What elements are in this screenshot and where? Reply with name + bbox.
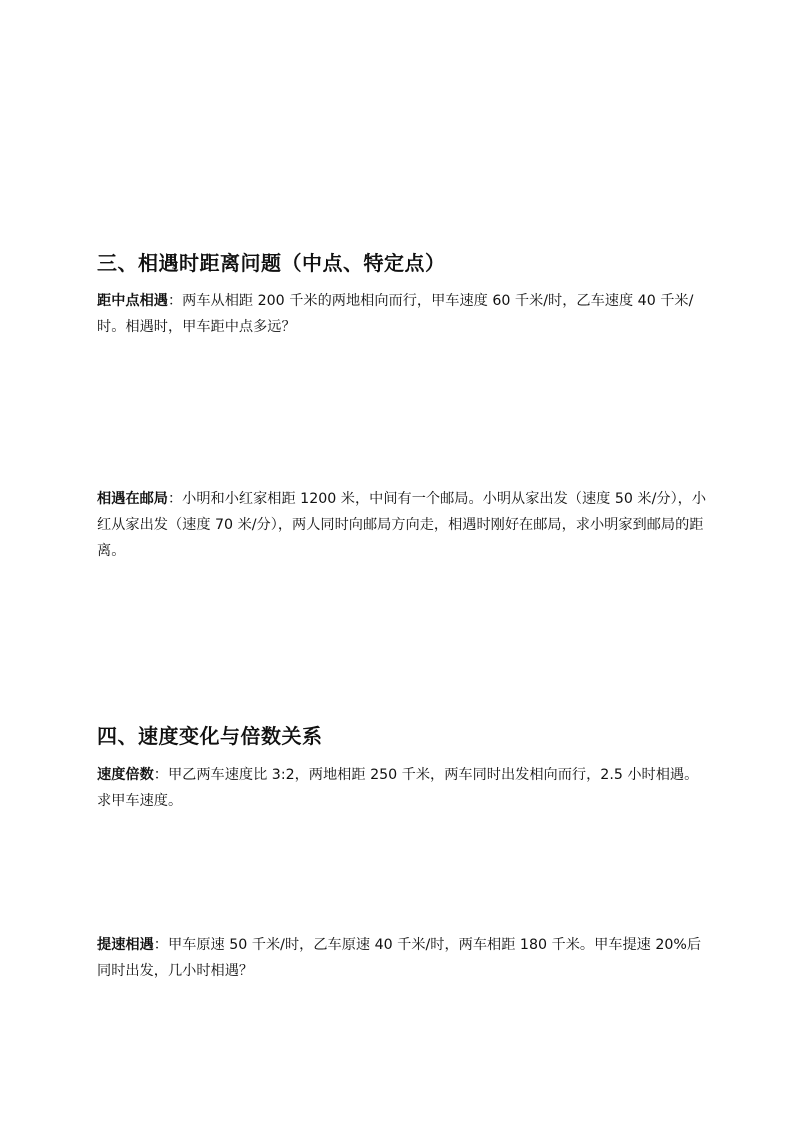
problem-label: 提速相遇	[97, 937, 154, 953]
problem-label: 距中点相遇	[97, 293, 168, 309]
problem-text: 甲乙两车速度比 3:2，两地相距 250 千米，两车同时出发相向而行，2.5 小时相遇。求甲车速度。	[97, 767, 699, 809]
problem-separator: ：	[167, 293, 183, 309]
problem-post-office-meeting	[97, 486, 709, 564]
problem-label: 速度倍数	[97, 767, 154, 783]
problem-midpoint-meeting	[97, 288, 709, 340]
problem-separator: ：	[153, 937, 168, 953]
problem-label: 相遇在邮局	[97, 491, 168, 507]
problem-speed-up-meeting	[97, 932, 709, 984]
problem-separator: ：	[167, 491, 183, 507]
problem-text: 甲车原速 50 千米/时，乙车原速 40 千米/时，两车相距 180 千米。甲车提速 20%后同时出发，几小时相遇？	[97, 937, 702, 979]
problem-speed-ratio	[97, 762, 709, 814]
problem-text: 两车从相距 200 千米的两地相向而行，甲车速度 60 千米/时，乙车速度 40 千米/时。相遇时，甲车距中点多远？	[97, 293, 694, 335]
section-heading-4: 四、速度变化与倍数关系	[97, 724, 323, 748]
problem-text: 小明和小红家相距 1200 米，中间有一个邮局。小明从家出发（速度 50 米/分），小红从家出发（速度 70 米/分），两人同时向邮局方向走，相遇时刚好在邮局，求小明家到邮局的距离。	[97, 491, 707, 559]
problem-separator: ：	[153, 767, 168, 783]
section-heading-3: 三、相遇时距离问题（中点、特定点）	[97, 251, 446, 275]
